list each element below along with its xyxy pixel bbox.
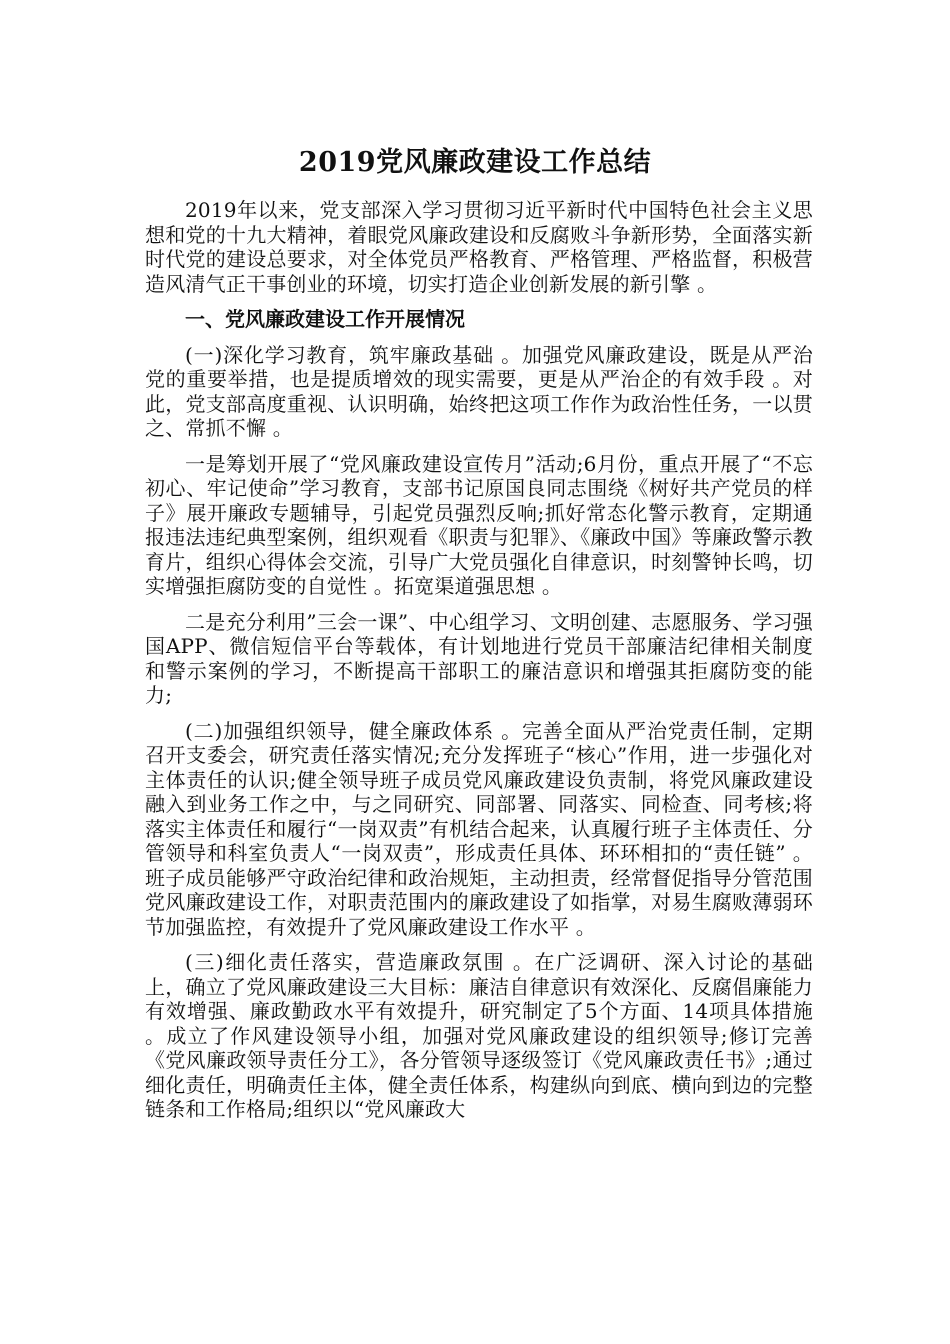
item-2-paragraph: 二是充分利用”三会一课”、中心组学习、文明创建、志愿服务、学习强国APP、微信短信平台等载体，有计划地进行党员干部廉洁纪律相关制度和警示案例的学习，不断提高干部职工的廉洁意识和增强其拒腐防变的能力; [145, 609, 813, 707]
document-title: 2019党风廉政建设工作总结 [298, 147, 652, 178]
intro-paragraph: 2019年以来，党支部深入学习贯彻习近平新时代中国特色社会主义思想和党的十九大精神，着眼党风廉政建设和反腐败斗争新形势，全面落实新时代党的建设总要求，对全体党员严格教育、严格管理、严格监督，积极营造风清气正干事创业的环境，切实打造企业创新发展的新引擎 。 [145, 198, 813, 296]
subsection-3-paragraph: (三)细化责任落实，营造廉政氛围 。在广泛调研、深入讨论的基础上，确立了党风廉政建设三大目标：廉洁自律意识有效深化、反腐倡廉能力有效增强、廉政勤政水平有效提升，研究制定了5个方面、14项具体措施 。成立了作风建设领导小组，加强对党风廉政建设的组织领导;修订完善《党风廉政领导责任分工》，各分管领导逐级签订《党风廉政责任书》;通过细化责任，明确责任主体，健全责任体系，构建纵向到底、横向到边的完整链条和工作格局;组织以“党风廉政大 [145, 950, 813, 1121]
section-heading: 一、党风廉政建设工作开展情况 [185, 307, 465, 331]
subsection-1-paragraph: (一)深化学习教育，筑牢廉政基础 。加强党风廉政建设，既是从严治党的重要举措，也是提质增效的现实需要，更是从严治企的有效手段 。对此，党支部高度重视、认识明确，始终把这项工作作为政治性任务，一以贯之、常抓不懈 。 [145, 342, 813, 440]
item-1-paragraph: 一是筹划开展了“党风廉政建设宣传月”活动;6月份，重点开展了“不忘初心、牢记使命”学习教育，支部书记原国良同志围绕《树好共产党员的样子》展开廉政专题辅导，引起党员强烈反响;抓好常态化警示教育，定期通报违法违纪典型案例，组织观看《职责与犯罪》、《廉政中国》等廉政警示教育片，组织心得体会交流，引导广大党员强化自律意识，时刻警钟长鸣，切实增强拒腐防变的自觉性 。拓宽渠道强思想 。 [145, 451, 813, 598]
subsection-2-paragraph: (二)加强组织领导，健全廉政体系 。完善全面从严治党责任制，定期召开支委会，研究责任落实情况;充分发挥班子“核心”作用，进一步强化对主体责任的认识;健全领导班子成员党风廉政建设负责制，将党风廉政建设融入到业务工作之中，与之同研究、同部署、同落实、同检查、同考核;将落实主体责任和履行“一岗双责”有机结合起来，认真履行班子主体责任、分管领导和科室负责人“一岗双责”，形成责任具体、环环相扣的“责任链” 。班子成员能够严守政治纪律和政治规矩，主动担责，经常督促指导分管范围党风廉政建设工作，对职责范围内的廉政建设了如指掌，对易生腐败薄弱环节加强监控，有效提升了党风廉政建设工作水平 。 [145, 718, 813, 939]
document-body [145, 198, 813, 1133]
